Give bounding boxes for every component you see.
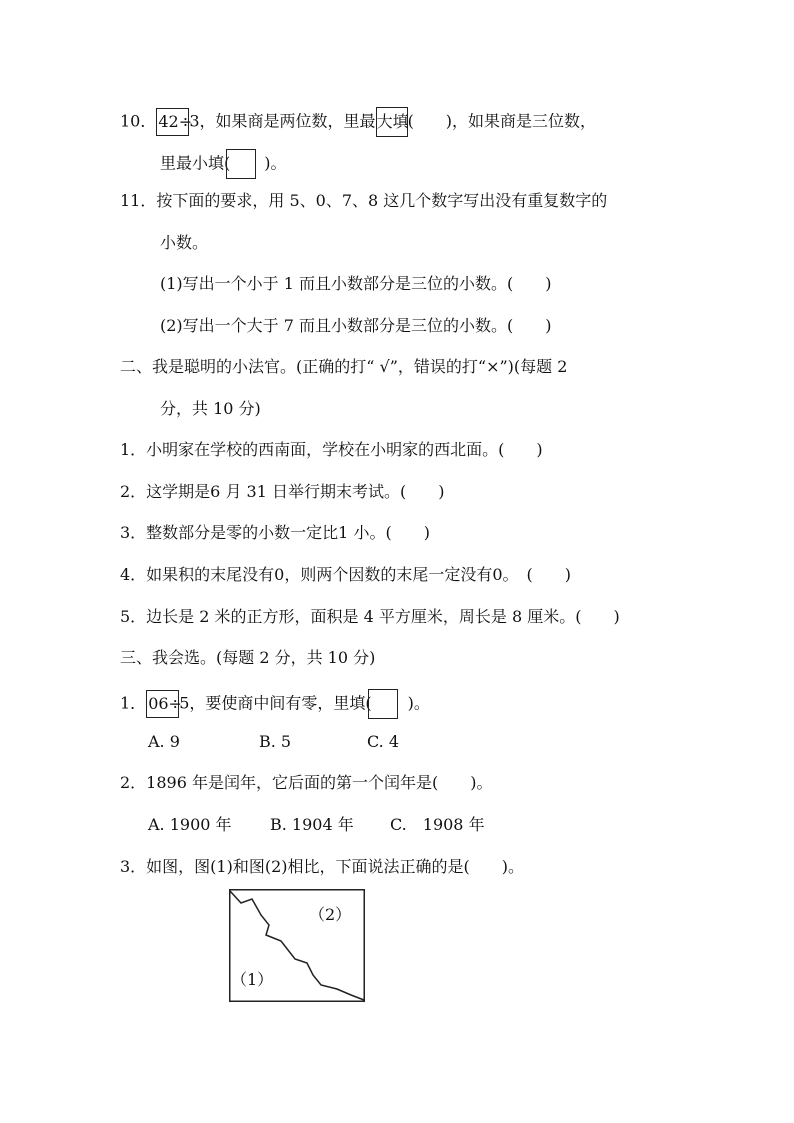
section3-title: 三、我会选。(每题 2 分，共 10 分) <box>120 648 376 667</box>
section2-title-line1: 二、我是聪明的小法官。(正确的打“ √”，错误的打“×”)(每题 2 <box>120 357 568 376</box>
q10-paren-open: ( <box>224 153 231 173</box>
s3-q1-answer-box[interactable] <box>368 689 398 719</box>
section2-title-line2: 分，共 10 分) <box>160 399 261 418</box>
section2-item-1: 1．小明家在学校的西南面，学校在小明家的西北面。( ) <box>120 440 543 459</box>
section2-item-4: 4．如果积的末尾没有0，则两个因数的末尾一定没有0。 ( ) <box>120 565 572 584</box>
q11-line1 <box>120 190 607 212</box>
s3-q1-line <box>120 689 430 719</box>
s3-q2-option-b[interactable]: B. 1904 年 <box>270 815 354 834</box>
q3-figure-label-2: （2） <box>309 905 352 924</box>
q10-number: 10． <box>120 111 157 131</box>
s3-q2-line: 2．1896 年是闰年，它后面的第一个闰年是( )。 <box>120 773 493 792</box>
s3-q1-text-c: )。 <box>407 693 430 713</box>
q11-sub2: (2)写出一个大于 7 而且小数部分是三位的小数。( ) <box>160 316 552 335</box>
section2-item-5: 5．边长是 2 米的正方形，面积是 4 平方厘米，周长是 8 厘米。( ) <box>120 607 620 626</box>
q11-sub1: (1)写出一个小于 1 而且小数部分是三位的小数。( ) <box>160 274 552 293</box>
q10-text-a: 3，如果商是两位数，里最 <box>189 111 376 131</box>
q10-box-dividend-text: 42 <box>158 112 179 131</box>
q10-line1 <box>120 107 596 137</box>
s3-q2-options <box>148 814 485 836</box>
s3-q1-paren-open: ( <box>365 693 372 713</box>
s3-q1-text-a: 5，要使商中间有零，里填 <box>179 693 366 713</box>
q11-number: 11． <box>120 191 157 210</box>
q3-figure <box>229 889 366 1003</box>
q10-text-e: )。 <box>264 153 287 173</box>
s3-q1-options <box>148 731 399 753</box>
q3-figure-label-1: （1） <box>231 970 274 989</box>
q11-line2: 小数。 <box>160 233 209 252</box>
s3-q1-option-c[interactable]: C. 4 <box>367 732 400 751</box>
s3-q1-box-dividend-text: 06 <box>148 694 169 713</box>
q10-box-dividend <box>156 108 193 136</box>
s3-q1-option-a[interactable]: A. 9 <box>148 732 180 751</box>
q10-box-digit <box>376 107 408 137</box>
s3-q1-option-b[interactable]: B. 5 <box>259 732 292 751</box>
s3-q3-line: 3．如图，图(1)和图(2)相比，下面说法正确的是( )。 <box>120 857 524 876</box>
q10-text-c: 里最小填 <box>160 153 225 173</box>
q11-text-line1: 按下面的要求，用 5、0、7、8 这几个数字写出没有重复数字的 <box>156 191 608 210</box>
q10-divide-sign: ÷ <box>178 112 193 131</box>
s3-q1-box-dividend <box>146 690 182 718</box>
s3-q2-option-a[interactable]: A. 1900 年 <box>148 815 232 834</box>
section2-item-3: 3．整数部分是零的小数一定比1 小。( ) <box>120 523 430 542</box>
s3-q1-divide-sign: ÷ <box>168 694 182 713</box>
q10-answer-box[interactable] <box>226 149 256 179</box>
section2-item-2: 2．这学期是6 月 31 日举行期末考试。( ) <box>120 482 445 501</box>
q10-box-digit-text: 大填 <box>376 112 409 131</box>
q10-line2 <box>160 149 287 179</box>
s3-q2-option-c[interactable]: C. 1908 年 <box>390 815 485 834</box>
q10-text-b: ( )，如果商是三位数， <box>407 111 597 131</box>
s3-q1-number: 1． <box>120 693 147 713</box>
